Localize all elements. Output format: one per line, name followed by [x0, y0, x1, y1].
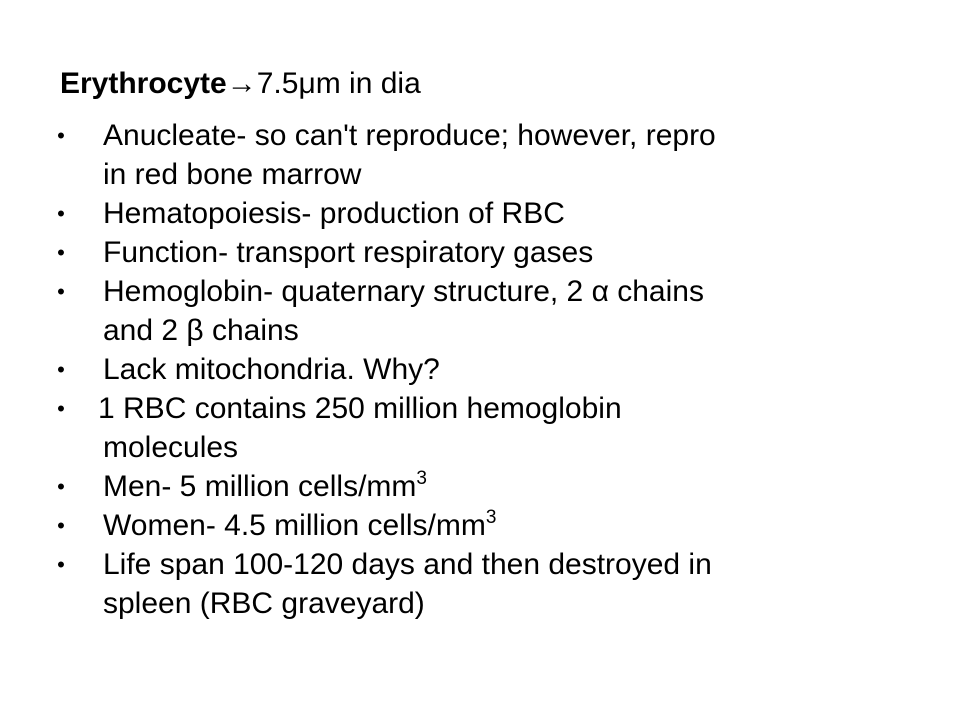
list-item-continuation: molecules: [103, 431, 239, 464]
bullet-icon: •: [57, 513, 65, 538]
superscript: 3: [485, 507, 497, 528]
list-item-text: [52, 506, 932, 545]
bullet-icon: •: [57, 474, 65, 499]
list-item-text: [52, 467, 932, 506]
list-item-text: Hemoglobin- quaternary structure, 2 α chains: [103, 275, 704, 308]
list-item: [52, 506, 932, 545]
bullet-icon: •: [57, 357, 65, 382]
list-item-text: Life span 100-120 days and then destroyed in: [103, 548, 712, 581]
list-item-continuation: spleen (RBC graveyard): [103, 587, 425, 620]
list-item-continuation: in red bone marrow: [103, 158, 362, 191]
bullet-icon: •: [57, 123, 65, 148]
list-item: [52, 350, 932, 389]
superscript: 3: [416, 468, 427, 489]
bullet-icon: •: [57, 201, 65, 226]
list-item-text: Hematopoiesis- production of RBC: [103, 197, 565, 230]
list-item-continuation: and 2 β chains: [103, 314, 299, 347]
list-item-text: 1 RBC contains 250 million hemoglobin: [98, 392, 622, 425]
list-item: [52, 272, 932, 350]
list-item-text: Lack mitochondria. Why?: [103, 353, 440, 386]
list-item: [52, 389, 932, 467]
bullet-icon: •: [57, 396, 65, 421]
bullet-icon: •: [57, 552, 65, 577]
title-term: Erythrocyte: [60, 67, 227, 100]
list-item: [52, 467, 932, 506]
list-item: [52, 545, 932, 623]
slide-title: [60, 66, 421, 102]
list-item-text: Anucleate- so can't reproduce; however, repro: [103, 119, 716, 152]
list-item-text: Function- transport respiratory gases: [103, 236, 594, 269]
list-item: [52, 194, 932, 233]
list-item-main: Women- 4.5 million cells/mm: [103, 509, 486, 542]
list-item: [52, 116, 932, 194]
bullet-icon: •: [57, 240, 65, 265]
list-item: [52, 233, 932, 272]
title-size: →7.5μm in dia: [226, 67, 421, 100]
bullet-list: [52, 116, 932, 623]
list-item-main: Men- 5 million cells/mm: [103, 470, 417, 503]
bullet-icon: •: [57, 279, 65, 304]
